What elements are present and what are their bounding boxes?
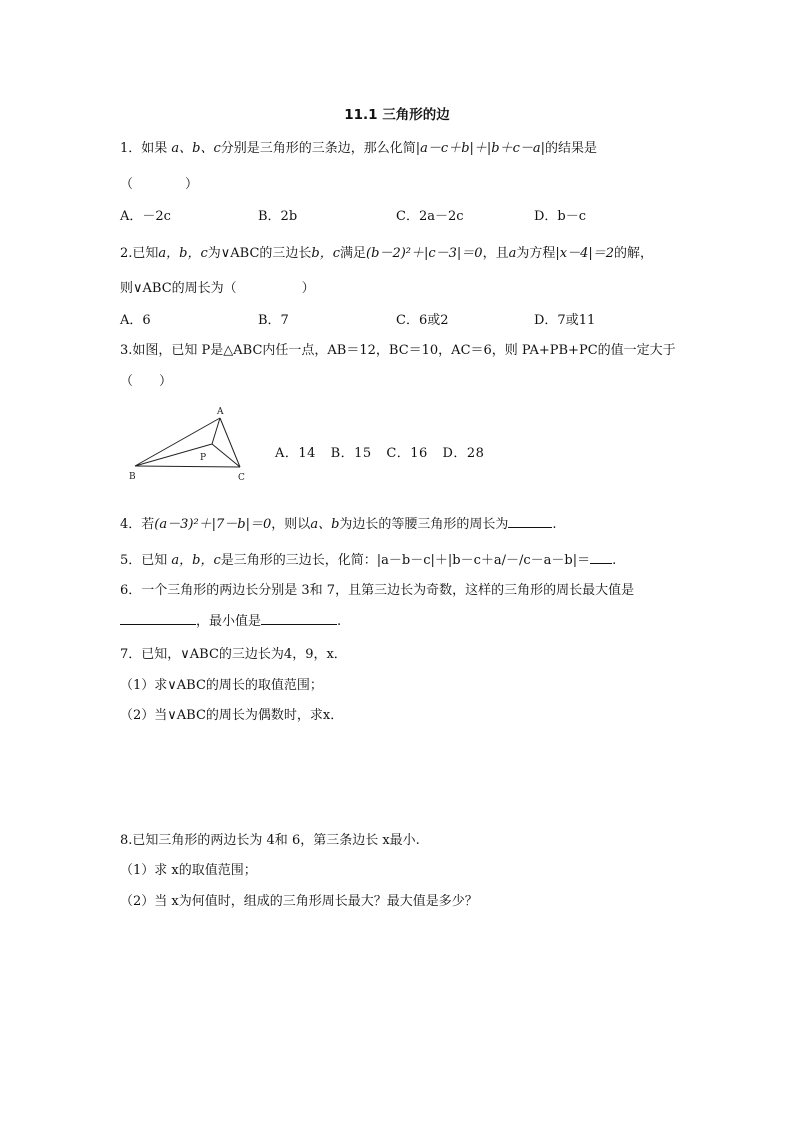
question-8-stem: 8.已知三角形的两边长为 4和 6，第三条边长 x最小.: [120, 833, 420, 848]
question-3-option-a: A．14: [275, 446, 316, 461]
question-3-answer-paren: （ ）: [120, 374, 173, 389]
question-2-option-b: B．7: [258, 313, 289, 328]
question-3-options: [275, 442, 494, 461]
question-7-stem: 7．已知，∨ABC的三边长为4，9，x．: [120, 647, 347, 662]
question-6-stem-line2: ，最小值是 .: [120, 612, 341, 631]
question-7-part-2: （2）当∨ABC的周长为偶数时，求x．: [120, 708, 344, 723]
question-2-stem-line2: 则∨ABC的周长为（ ）: [120, 281, 315, 296]
question-1-option-c: C．2a－2c: [396, 209, 464, 224]
vertex-label-b: B: [129, 472, 136, 482]
page-title: 11.1 三角形的边: [344, 107, 450, 123]
question-7-part-1: （1）求∨ABC的周长的取值范围；: [120, 678, 323, 693]
question-8-part-2: （2）当 x为何值时，组成的三角形周长最大？最大值是多少？: [120, 894, 478, 909]
edge-ac: [220, 418, 240, 467]
triangle-figure: [125, 404, 250, 484]
answer-blank[interactable]: [508, 515, 552, 528]
question-1-stem: 1．如果 a、b、c分别是三角形的三条边，那么化简|a－c＋b|＋|b＋c－a|的结果是: [120, 141, 598, 156]
answer-blank-max[interactable]: [120, 612, 196, 625]
question-3-option-b: B．15: [330, 446, 372, 461]
point-label-p: P: [200, 453, 207, 463]
answer-blank[interactable]: [590, 551, 612, 564]
edge-ab: [135, 418, 220, 466]
question-1-option-b: B．2b: [258, 209, 298, 224]
question-8-part-1: （1）求 x的取值范围；: [120, 863, 257, 878]
question-1-option-d: D．b－c: [534, 209, 587, 224]
question-2-option-d: D．7或11: [534, 313, 596, 328]
question-2-option-c: C．6或2: [396, 313, 449, 328]
vertex-label-a: A: [217, 407, 224, 417]
question-6-stem: 6．一个三角形的两边长分别是 3和 7，且第三边长为奇数，这样的三角形的周长最大值是: [120, 583, 635, 598]
question-2-option-a: A．6: [120, 313, 151, 328]
question-4-stem: 4．若(a－3)²＋|7－b|＝0，则以a、b为边长的等腰三角形的周长为 .: [120, 517, 557, 532]
vertex-label-c: C: [238, 473, 245, 483]
question-3-option-c: C．16: [386, 446, 428, 461]
question-2-stem: 2.已知a，b，c为∨ABC的三边长b，c满足(b－2)²＋|c－3|＝0，且a为方程|x－4|＝2的解，: [120, 246, 654, 261]
question-1-answer-paren: （ ）: [120, 177, 199, 192]
edge-bc: [135, 466, 240, 467]
question-3-stem: 3.如图，已知 P是△ABC内任一点，AB＝12，BC＝10，AC＝6，则 PA+PB+PC的值一定大于: [120, 343, 676, 358]
question-1-option-a: A．－2c: [120, 209, 171, 224]
question-3-option-d: D．28: [442, 446, 485, 461]
question-5-stem: 5．已知 a，b，c是三角形的三边长，化简：|a－b－c|＋|b－c＋a/－/c－a－b|＝ .: [120, 553, 617, 568]
answer-blank-min[interactable]: [261, 612, 337, 625]
